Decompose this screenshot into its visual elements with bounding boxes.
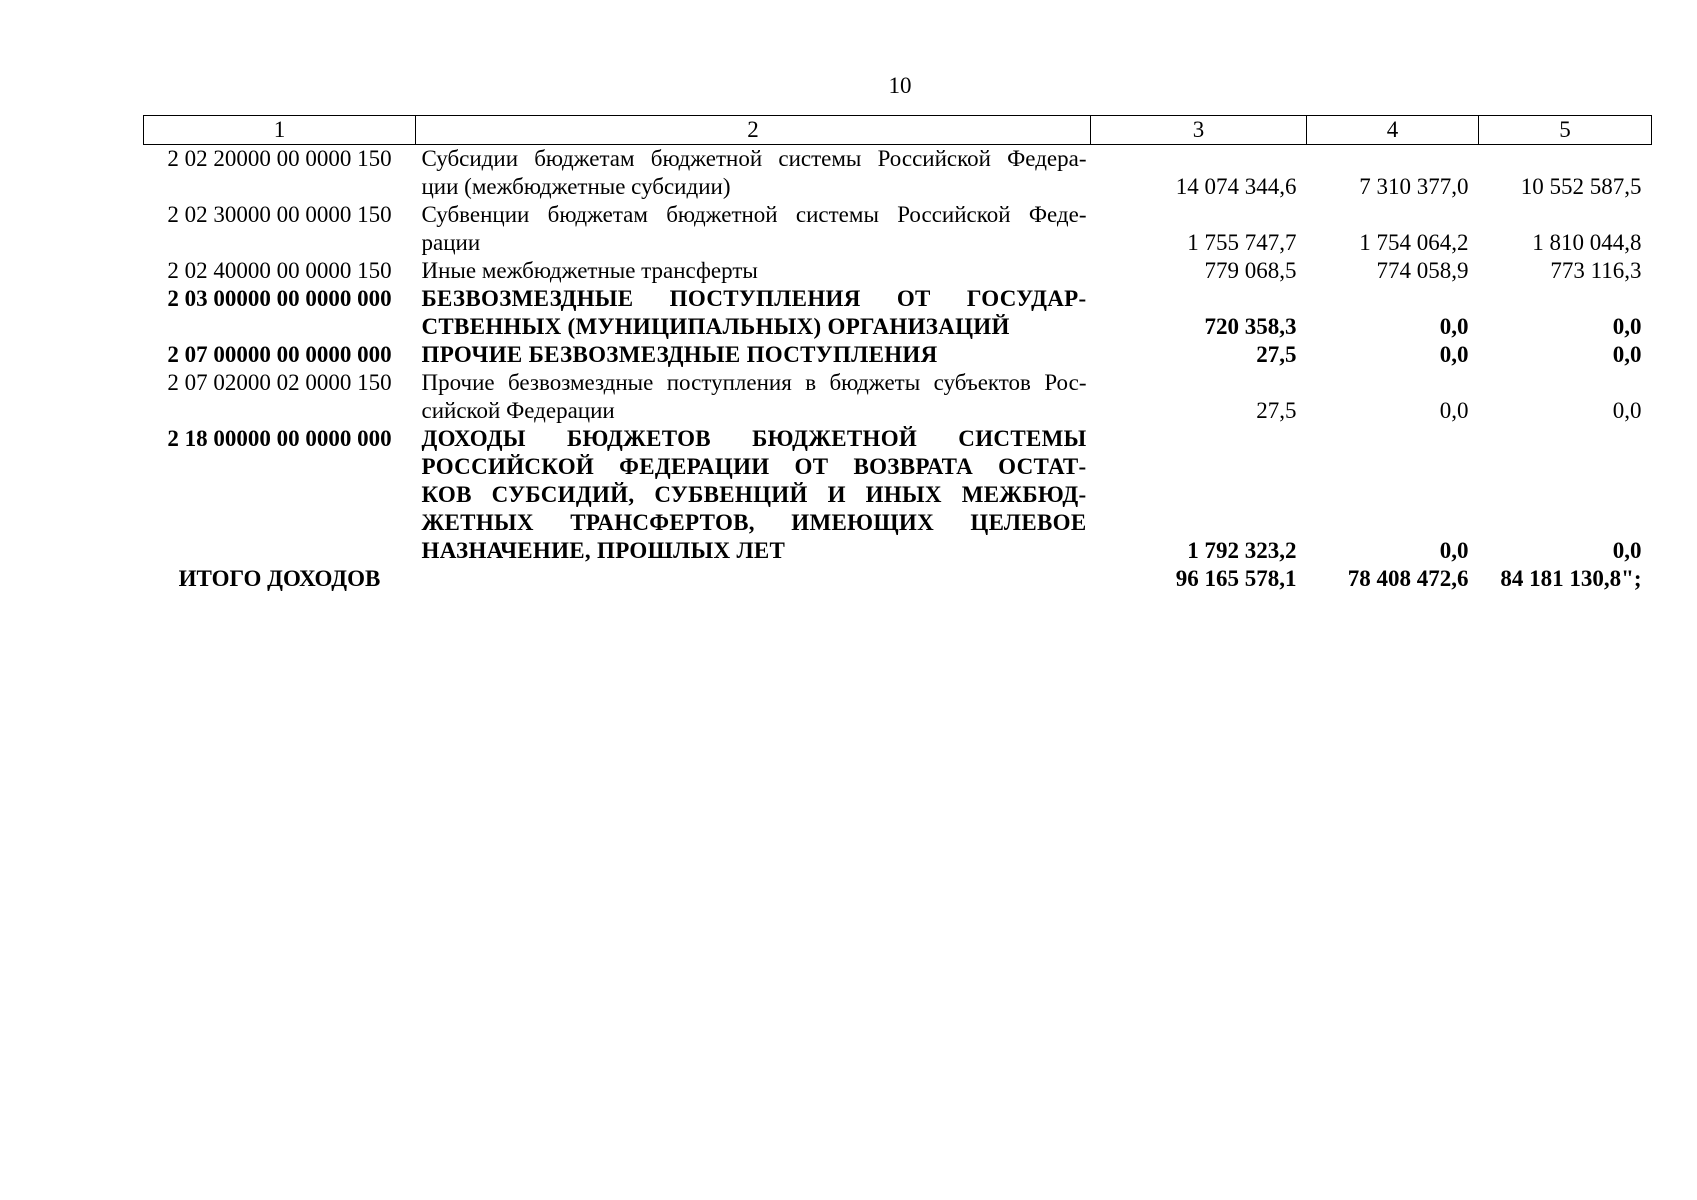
- row-name: [416, 285, 1091, 341]
- row-name-line: ции (межбюджетные субсидии): [421, 174, 731, 199]
- row-name: [416, 257, 1091, 285]
- header-col-4: 4: [1307, 116, 1479, 145]
- row-value-col4: 0,0: [1439, 398, 1469, 423]
- row-value-col5: 0,0: [1612, 314, 1642, 339]
- row-value-col3: 1 792 323,2: [1187, 538, 1297, 563]
- row-name-line: ПРОЧИЕ БЕЗВОЗМЕЗДНЫЕ ПОСТУПЛЕНИЯ: [421, 342, 938, 367]
- header-col-5: 5: [1479, 116, 1652, 145]
- total-name-empty: [416, 565, 1091, 593]
- row-value-col3: 779 068,5: [1204, 258, 1297, 283]
- row-code: 2 02 30000 00 0000 150: [167, 202, 392, 227]
- row-value-col3: 1 755 747,7: [1187, 230, 1297, 255]
- row-name-line: РОССИЙСКОЙ ФЕДЕРАЦИИ ОТ ВОЗВРАТА ОСТАТ-: [421, 454, 1087, 479]
- revenue-table: [143, 115, 1652, 593]
- table-row: [144, 369, 1652, 425]
- row-value-col5: 0,0: [1612, 342, 1642, 367]
- table-header: [144, 116, 1652, 145]
- row-name: [416, 145, 1091, 202]
- row-code: 2 02 40000 00 0000 150: [167, 258, 392, 283]
- row-name-line: ЖЕТНЫХ ТРАНСФЕРТОВ, ИМЕЮЩИХ ЦЕЛЕВОЕ: [421, 510, 1087, 535]
- total-value-col4: 78 408 472,6: [1347, 566, 1469, 591]
- row-code: 2 07 02000 02 0000 150: [167, 370, 392, 395]
- row-value-col4: 774 058,9: [1376, 258, 1469, 283]
- row-value-col4: 0,0: [1439, 538, 1469, 563]
- header-col-1: 1: [144, 116, 416, 145]
- row-value-col5: 0,0: [1612, 398, 1642, 423]
- row-value-col3: 27,5: [1256, 398, 1297, 423]
- row-name-line: БЕЗВОЗМЕЗДНЫЕ ПОСТУПЛЕНИЯ ОТ ГОСУДАР-: [421, 286, 1087, 311]
- row-name-line: Иные межбюджетные трансферты: [421, 258, 758, 283]
- row-value-col3: 27,5: [1256, 342, 1297, 367]
- row-name-line: сийской Федерации: [421, 398, 615, 423]
- page-number: 10: [888, 73, 912, 98]
- row-value-col5: 0,0: [1612, 538, 1642, 563]
- row-value-col5: 773 116,3: [1550, 258, 1642, 283]
- table-row: [144, 425, 1652, 565]
- row-code: 2 03 00000 00 0000 000: [167, 286, 392, 311]
- row-code: 2 02 20000 00 0000 150: [167, 146, 392, 171]
- row-name-line: СТВЕННЫХ (МУНИЦИПАЛЬНЫХ) ОРГАНИЗАЦИЙ: [421, 314, 1010, 339]
- header-col-2: 2: [416, 116, 1091, 145]
- total-row: [144, 565, 1652, 593]
- row-code: 2 07 00000 00 0000 000: [167, 342, 392, 367]
- table-body: [144, 145, 1652, 594]
- row-name-line: ДОХОДЫ БЮДЖЕТОВ БЮДЖЕТНОЙ СИСТЕМЫ: [421, 426, 1087, 451]
- table-row: [144, 285, 1652, 341]
- row-name-line: Субвенции бюджетам бюджетной системы Российской Феде-: [421, 202, 1087, 227]
- row-value-col3: 720 358,3: [1204, 314, 1297, 339]
- table-row: [144, 257, 1652, 285]
- row-name-line: рации: [421, 230, 481, 255]
- row-value-col4: 7 310 377,0: [1359, 174, 1469, 199]
- header-row: [144, 116, 1652, 145]
- row-code: 2 18 00000 00 0000 000: [167, 426, 392, 451]
- table-row: [144, 201, 1652, 257]
- row-name-line: Прочие безвозмездные поступления в бюджеты субъектов Рос-: [421, 370, 1087, 395]
- table-row: [144, 145, 1652, 202]
- row-name: [416, 341, 1091, 369]
- row-name-line: Субсидии бюджетам бюджетной системы Российской Федера-: [421, 146, 1087, 171]
- row-name: [416, 201, 1091, 257]
- row-value-col3: 14 074 344,6: [1175, 174, 1297, 199]
- total-label: ИТОГО ДОХОДОВ: [178, 566, 381, 591]
- row-value-col5: 1 810 044,8: [1532, 230, 1642, 255]
- row-value-col4: 0,0: [1439, 342, 1469, 367]
- header-col-3: 3: [1091, 116, 1307, 145]
- row-value-col4: 0,0: [1439, 314, 1469, 339]
- row-name-line: КОВ СУБСИДИЙ, СУБВЕНЦИЙ И ИНЫХ МЕЖБЮД-: [421, 482, 1087, 507]
- row-value-col5: 10 552 587,5: [1520, 174, 1642, 199]
- total-value-col3: 96 165 578,1: [1175, 566, 1297, 591]
- total-value-col5: 84 181 130,8";: [1500, 566, 1642, 591]
- row-name-line: НАЗНАЧЕНИЕ, ПРОШЛЫХ ЛЕТ: [421, 538, 786, 563]
- row-name: [416, 369, 1091, 425]
- row-value-col4: 1 754 064,2: [1359, 230, 1469, 255]
- row-name: [416, 425, 1091, 565]
- table-row: [144, 341, 1652, 369]
